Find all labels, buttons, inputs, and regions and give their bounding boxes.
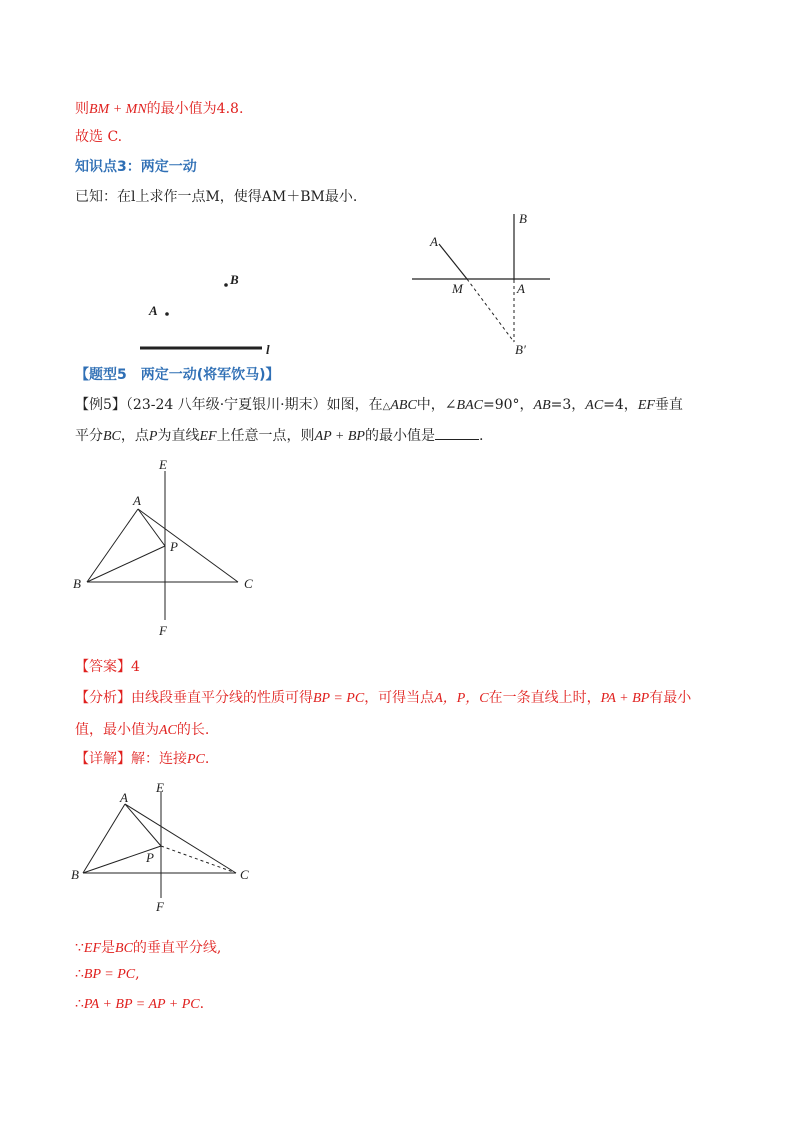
text: 有最小	[649, 690, 692, 706]
answer-line	[75, 656, 140, 676]
label-p: P	[170, 539, 178, 554]
type5-heading: 【题型5 两定一动(将军饮马)】	[75, 367, 280, 383]
math: EF	[637, 398, 655, 413]
label-e: E	[159, 457, 167, 472]
side-ab	[83, 804, 125, 873]
text: .	[199, 996, 205, 1012]
detail-tag: 【详解】	[75, 751, 131, 767]
label-b: B	[230, 272, 239, 287]
math: AC	[585, 398, 604, 413]
math: PC	[187, 752, 205, 767]
text: ，可得当点	[364, 690, 435, 706]
answer-tag: 【答案】	[75, 659, 131, 675]
text: .	[204, 751, 210, 767]
text: 为直线	[157, 428, 200, 444]
math: AC	[159, 723, 177, 738]
math: EF	[83, 941, 102, 956]
label-b: B	[71, 867, 79, 882]
text: 上任意一点，则	[216, 428, 315, 444]
math: EF	[199, 429, 217, 444]
text: 在一条直线上时，	[488, 690, 601, 706]
text: =3，	[550, 397, 586, 413]
math: BP = PC	[83, 967, 136, 982]
analysis-line-1	[75, 687, 691, 707]
figure-points-line	[140, 266, 290, 358]
text-prefix: 则	[75, 101, 89, 117]
math: BC	[103, 429, 121, 444]
figure-reflection	[412, 208, 562, 360]
text-mid: 的最小值为	[146, 101, 217, 117]
example-tag: 【例5】	[75, 397, 126, 413]
text: 的长.	[176, 722, 210, 738]
side-ab	[87, 509, 138, 582]
text: 的垂直平分线,	[132, 940, 222, 956]
segment-bp	[87, 546, 165, 582]
text: ,	[135, 966, 140, 982]
label-a: A	[133, 493, 141, 508]
label-m: M	[452, 281, 463, 296]
dashed-m-bprime	[467, 279, 514, 342]
label-a: A	[430, 234, 438, 249]
math: BC	[115, 941, 133, 956]
analysis-line-2	[75, 719, 209, 739]
example-line-2	[75, 425, 483, 445]
segment-a-m	[439, 244, 467, 279]
because-symbol: ∵	[75, 940, 84, 956]
answer-blank	[435, 427, 479, 440]
text: （23-24 八年级·宁夏银川·期末）如图，在	[125, 397, 383, 413]
analysis-tag: 【分析】	[75, 690, 131, 706]
proof-step-1	[75, 937, 221, 957]
answer-value: 4	[131, 659, 140, 675]
segment-ap	[125, 804, 161, 846]
text: 的最小值是	[364, 428, 435, 444]
triangle-symbol: △	[382, 401, 391, 412]
proof-step-3	[75, 996, 204, 1013]
math: ABC	[390, 398, 417, 413]
text-end: .	[238, 101, 244, 117]
text: =90°，	[482, 397, 534, 413]
point-b-dot	[224, 283, 228, 287]
label-a-foot: A	[517, 281, 525, 296]
text: .	[478, 428, 484, 444]
proof-step-2	[75, 966, 140, 983]
label-p: P	[146, 850, 154, 865]
label-b: B	[73, 576, 81, 591]
label-b-prime: B′	[515, 342, 526, 357]
text: 值，最小值为	[75, 722, 159, 738]
given-text: 已知：在l上求作一点M，使得AM＋BM最小.	[75, 189, 358, 205]
text: 平分	[75, 428, 103, 444]
label-c: C	[244, 576, 253, 591]
therefore-symbol: ∴	[75, 966, 84, 982]
label-l: l	[266, 342, 270, 357]
segment-ap	[138, 509, 165, 546]
line-choose-c: 故选 C.	[75, 129, 123, 145]
math: PA + BP	[600, 691, 650, 706]
example-line-1	[75, 394, 683, 414]
label-c: C	[240, 867, 249, 882]
text: 中，∠	[416, 397, 457, 413]
point-a-dot	[165, 312, 169, 316]
label-a: A	[149, 303, 158, 318]
label-f: F	[156, 899, 164, 914]
label-b: B	[519, 211, 527, 226]
line-min-value	[75, 98, 243, 118]
text: =4，	[603, 397, 638, 413]
math: AP + BP	[314, 429, 365, 444]
text: ，点	[120, 428, 149, 444]
math-expr: BM + MN	[89, 102, 147, 117]
side-ac	[125, 804, 236, 873]
value: 4.8	[216, 101, 239, 117]
math: BP = PC	[313, 691, 365, 706]
math: A，P，C	[434, 691, 489, 706]
figure-triangle-1	[70, 455, 270, 640]
detail-line	[75, 748, 209, 768]
therefore-symbol: ∴	[75, 996, 84, 1012]
label-f: F	[159, 623, 167, 638]
text: 是	[101, 940, 116, 956]
side-ac	[138, 509, 238, 582]
math: BAC	[456, 398, 483, 413]
math: AB	[533, 398, 551, 413]
knowledge-heading: 知识点3：两定一动	[75, 159, 197, 175]
text: 垂直	[654, 397, 683, 413]
label-e: E	[156, 780, 164, 795]
text: 解：连接	[131, 751, 187, 767]
figure-triangle-2	[70, 780, 270, 915]
math: PA + BP = AP + PC	[83, 997, 200, 1012]
label-a: A	[120, 790, 128, 805]
math: P	[148, 429, 158, 444]
text: 由线段垂直平分线的性质可得	[131, 690, 313, 706]
